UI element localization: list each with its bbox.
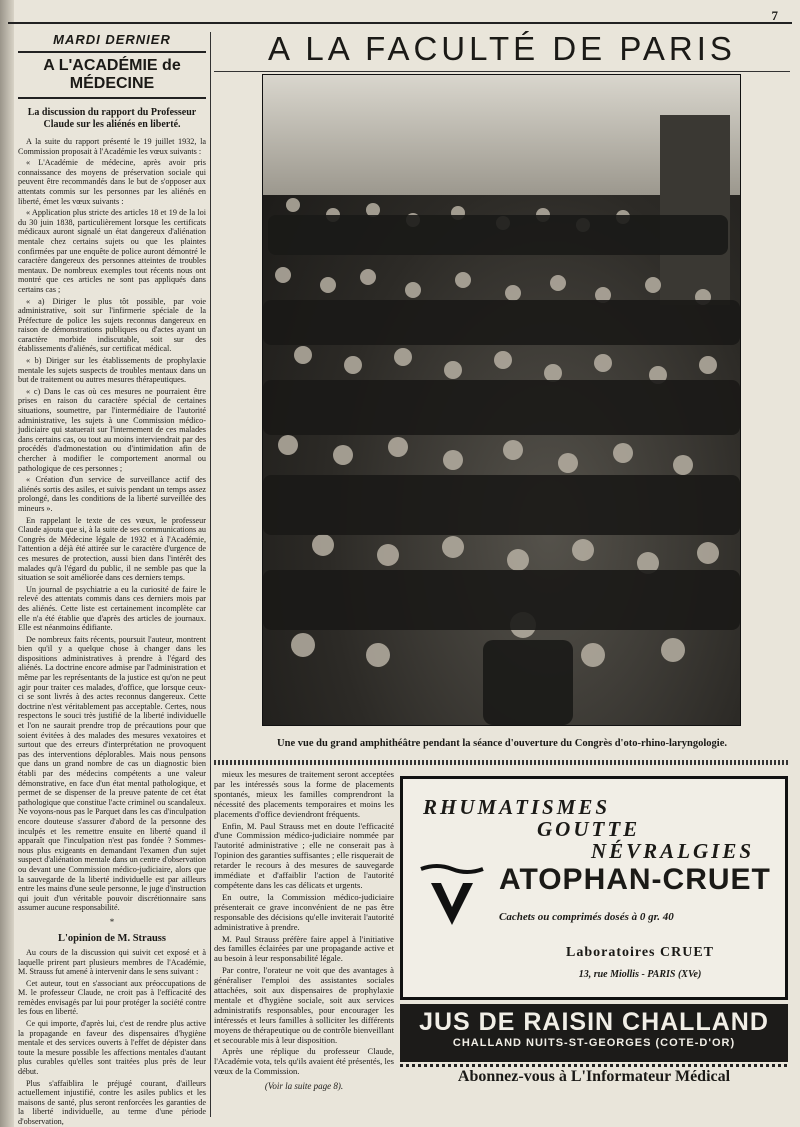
paragraph: Plus s'affaiblira le préjugé courant, d'ailleurs actuellement injustifié, contre les asiles publics et les maisons de santé, plus seront renforcées les garanties de la liberté individuelle, au terme d'une période d'observation,	[18, 1078, 206, 1126]
paragraph: « b) Diriger sur les établissements de prophylaxie mentale les sujets suspects de troubles mentaux dans un but de traitement ou autres mesures thérapeutiques.	[18, 356, 206, 385]
paragraph: « c) Dans le cas où ces mesures ne pourraient être prises en raison du caractère spécial de certaines situations, soumettre, par l'intermédiaire de l'autorité administrative, les sujets à une Commission médico-judiciaire qui statuerait sur l'internement de ces malades dans certains cas, ou tout au moins interviendrait par des procédés d'admonestation ou d'intimidation afin de chercher à modifier le comportement anormal ou pathologique de ces personnes ;	[18, 386, 206, 473]
challand-advertisement	[400, 1004, 788, 1062]
paragraph: Cet auteur, tout en s'associant aux préoccupations de M. le professeur Claude, ne croit pas à l'efficacité des remèdes envisagés par lui pour protéger la société contre les fous en liberté.	[18, 978, 206, 1017]
section-masthead: A L'ACADÉMIE de MÉDECINE	[18, 51, 206, 99]
ad-address: 13, rue Miollis - PARIS (XVe)	[578, 969, 702, 980]
section-subhead: L'opinion de M. Strauss	[58, 932, 166, 944]
left-column-article	[18, 32, 206, 1126]
main-title: A LA FACULTÉ DE PARIS	[268, 30, 736, 67]
column-rule	[210, 32, 211, 1117]
ad-brand-name: ATOPHAN-CRUET	[499, 863, 771, 896]
paragraph: Après une réplique du professeur Claude, l'Académie vota, tels qu'ils avaient été présentés, les vœux de la Commission.	[214, 1046, 394, 1077]
continued-note: (Voir la suite page 8).	[264, 1081, 344, 1092]
paragraph: En outre, la Commission médico-judiciaire présenterait ce grave inconvénient de ne pas être responsable des décisions qu'elle inviterait l'autorité administrative à prendre.	[214, 891, 394, 932]
page-edge-shadow	[0, 0, 14, 1127]
title-rule	[214, 71, 790, 72]
dotted-rule	[400, 1064, 788, 1067]
article-body	[18, 137, 206, 913]
paragraph: M. Paul Strauss préfère faire appel à l'initiative des familles éclairées par une propagande active et au besoin à leur responsabilité légale.	[214, 933, 394, 964]
audience-crowd-image	[263, 185, 740, 725]
section-separator: *	[109, 916, 115, 927]
paragraph: « Application plus stricte des articles 18 et 19 de la loi du 30 juin 1838, particulièrement lorsque les certificats médicaux auront signalé un état dangereux d'aliénation mentale chez certains sujets ou que les plaintes confirmées par une enquête de police auront démontré le caractère dangereux des personnes atteintes de troubles mentaux. De nombreux exemples tout récents nous ont montré que ces articles ne sont pas appliqués dans certains cas ;	[18, 208, 206, 294]
decorative-rule	[214, 760, 790, 765]
atophan-advertisement	[400, 776, 788, 1000]
paragraph: Par contre, l'orateur ne voit que des avantages à généraliser l'emploi des assistantes sociales attachées, soit aux dispensaires de prophylaxie mentale et d'hygiène sociale, soit aux services administratifs responsables, pour encourager les intéressés et leurs familles à solliciter les différents moyens de thérapeutique ou de contrôle bienveillant et secourable mis à leur disposition.	[214, 965, 394, 1045]
article-body-continued	[18, 948, 206, 1127]
paragraph: mieux les mesures de traitement seront acceptées par les intéressés sous la forme de placements spontanés, mieux les familles comprendront la nécessité des placements temporaires et moins les placements d'office deviendront fréquents.	[214, 769, 394, 819]
paragraph: « L'Académie de médecine, après avoir pris connaissance des moyens de préservation sociale qui peuvent être recommandés dans le but de s'opposer aux attentats commis sur les personnes par les aliénés en liberté, émet les vœux suivants :	[18, 158, 206, 206]
photo-caption: Une vue du grand amphithéâtre pendant la séance d'ouverture du Congrès d'oto-rhino-laryngologie.	[277, 738, 727, 749]
paragraph: Au cours de la discussion qui suivit cet exposé et à laquelle prirent part plusieurs membres de l'Académie, M. Strauss fut amené à intervenir dans le sens suivant :	[18, 947, 206, 977]
kicker: MARDI DERNIER	[53, 32, 171, 47]
ad-word-rhumatismes: RHUMATISMES	[423, 795, 611, 819]
ad-laboratory: Laboratoires CRUET	[565, 945, 715, 960]
amphitheatre-photo	[262, 74, 741, 726]
page-number: 7	[771, 8, 778, 23]
paragraph: Ce qui importe, d'après lui, c'est de rendre plus active la propagande en faveur des dispensaires d'hygiène mentale et des services ouverts à l'effet de dépister dans toute la mesure possible les affections mentales d'autant plus curables qu'elles sont traitées plus près de leur début.	[18, 1019, 206, 1077]
ad-tagline: Cachets ou comprimés dosés à 0 gr. 40	[499, 911, 674, 923]
middle-column-article	[214, 770, 394, 1090]
article-body-middle	[214, 770, 394, 1077]
paragraph: « a) Diriger le plus tôt possible, par voie administrative, soit sur l'infirmerie spéciale de la Préfecture de police les sujets reconnus dangereux en raison de démonstrations publiques ou d'actes ayant un caractère morbide indiscutable, soit sur des établissements d'aliénés, sur certificat médical.	[18, 296, 206, 354]
juice-location: CHALLAND NUITS-ST-GEORGES (COTE-D'OR)	[452, 1037, 736, 1049]
ad-word-goutte: GOUTTE	[537, 817, 641, 841]
paragraph: Un journal de psychiatrie a eu la curiosité de faire le relevé des attentats commis dans ces derniers mois par des aliénés. Cette liste est certainement incomplète car elle n'a été établie que d'après des articles de journaux. Elle est néanmoins édifiante.	[18, 584, 206, 633]
ad-word-nevralgies: NÉVRALGIES	[591, 839, 755, 863]
juice-brand: JUS DE RAISIN CHALLAND	[419, 1008, 769, 1036]
paragraph: « Création d'un service de surveillance actif des aliénés sortis des asiles, et suivis pendant un temps assez prolongé, dans les conditions de la liberté surveillée des mineurs ».	[18, 475, 206, 513]
paragraph: De nombreux faits récents, poursuit l'auteur, montrent bien qu'il y a quelque chose à changer dans les dispositions administratives à prendre à l'égard des aliénés. La doctrine encore admise par l'administration et même par les représentants de la justice est qu'on ne peut agir pour traiter ces malades, d'office, que lorsque ceux-ci se sont livrés à des actes reconnus dangereux. Cette doctrine n'est véritablement pas acceptable. Certes, nous respectons le souci très justifié de la liberté individuelle et l'on ne saurait prendre trop de précautions pour que soient évitées à des malades des mesures vexatoires et surtout que des erreurs d'interprétation ne provoquent pas des interventions déplorables. Mais nous pensons que dans un grand nombre de cas un diagnostic bien établi par des médecins compétents a une valeur démonstrative, en face d'un état mental pathologique, et permet de se dispenser de la preuve patente de cet état pathologique que constitue l'acte criminel ou scandaleux. Ne voyons-nous pas le Parquet dans les cas d'inculpation encore douteuse s'assurer d'abord de la personne des inculpés et les remettre ensuite en liberté quand il apparaît que l'inculpation n'est pas fondée ? Sommes-nous plus exigeants en demandant l'examen d'un sujet suspect d'aliénation mentale dans un centre d'observation ou devant une Commission médico-judiciaire, alors que la sauvegarde de la liberté individuelle est par ailleurs entre les mains d'une seule personne, le juge d'instruction qui jouit d'un véritable pouvoir discrétionnaire sans assumer aucune responsabilité.	[18, 634, 206, 913]
lightning-v-icon	[417, 859, 487, 929]
top-rule	[8, 22, 792, 24]
paragraph: A la suite du rapport présenté le 19 juillet 1932, la Commission proposait à l'Académie les vœux suivants :	[18, 137, 206, 156]
paragraph: En rappelant le texte de ces vœux, le professeur Claude ajouta que si, à la suite de ses communications au Congrès de Médecine légale de 1932 et à l'Académie, l'attention a déjà été attirée sur le caractère d'urgence de ces mesures de protection, aussi bien dans l'intérêt des malades qu'à l'égard du public, il ne semble pas que la situation se soit améliorée dans ces derniers temps.	[18, 515, 206, 583]
article-headline: La discussion du rapport du Professeur Claude sur les aliénés en liberté.	[27, 107, 197, 130]
paragraph: Enfin, M. Paul Strauss met en doute l'efficacité d'une Commission médico-judiciaire nommée par l'autorité administrative ; elle ne conserait pas à l'opinion des garanties suffisantes ; elle risquerait de retarder le recours à des mesures de sauvegarde immédiate et d'affaiblir l'action de l'autorité compétente dans les cas délicats et urgents.	[214, 820, 394, 890]
subscribe-banner: Abonnez-vous à L'Informateur Médical	[457, 1068, 731, 1085]
